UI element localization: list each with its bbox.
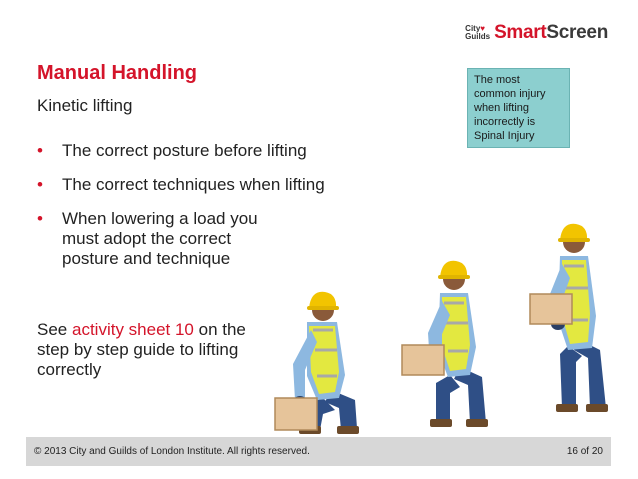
slide-footer — [26, 437, 611, 466]
activity-reference-prefix: See — [37, 320, 72, 339]
bullet-text: The correct posture before lifting — [62, 141, 307, 160]
bullet-marker: • — [37, 141, 43, 160]
activity-sheet-link[interactable]: activity sheet 10 — [71, 320, 194, 339]
worker-squatting-figure — [275, 292, 359, 434]
bullet-marker: • — [37, 175, 43, 194]
bullet-item — [37, 209, 267, 269]
page-indicator: 16 of 20 — [566, 446, 603, 457]
city-guilds-logo: City♥ Guilds — [465, 24, 491, 41]
callout-box: The most common injury when lifting incorrectly is Spinal Injury — [467, 68, 570, 148]
city-guilds-smartscreen-logo — [465, 22, 608, 44]
box-on-floor — [275, 398, 317, 430]
slide-subtitle: Kinetic lifting — [37, 96, 133, 115]
copyright-notice: © 2013 City and Guilds of London Institute. All rights reserved. — [34, 446, 310, 457]
slide-title: Manual Handling — [37, 62, 197, 84]
bullet-text: When lowering a load you must adopt the correct posture and technique — [62, 209, 258, 268]
lifting-sequence-illustration — [265, 220, 625, 435]
bullet-item — [37, 175, 325, 195]
bullet-text: The correct techniques when lifting — [62, 175, 325, 194]
worker-lifting-figure — [402, 261, 488, 427]
box-at-waist — [530, 294, 572, 324]
worker-standing-figure — [530, 224, 608, 412]
activity-reference — [37, 320, 267, 380]
bullet-marker: • — [37, 209, 43, 228]
activity-reference-suffix: on the step by step guide to lifting correctly — [37, 320, 246, 379]
smartscreen-wordmark: SmartScreen — [494, 22, 608, 43]
bullet-item — [37, 141, 325, 161]
box-at-knees — [402, 345, 444, 375]
